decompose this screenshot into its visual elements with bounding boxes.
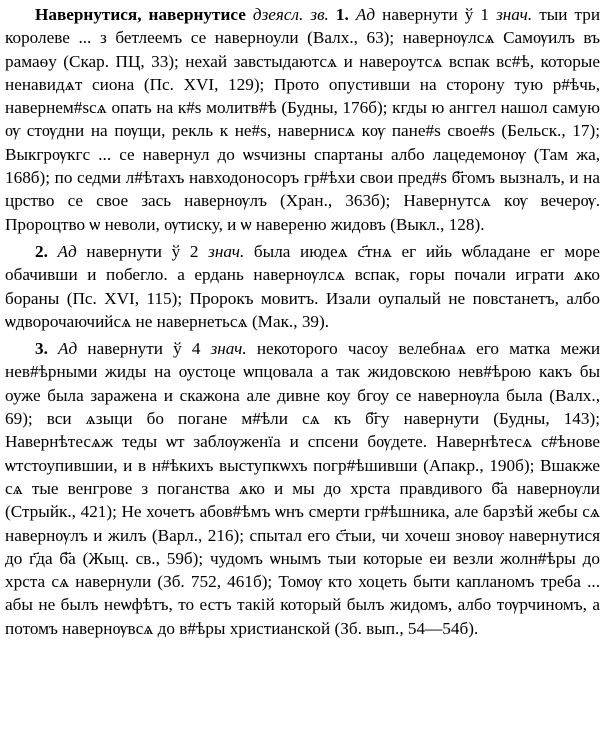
sense-1-body: тыи три королеве ... з бетлеемъ се наверноули (Валх., 63); навернѹлсѧ Самѹилъ въ рамаѳу (Скар. ПЦ, 33); нехай завстыдаютсѧ и навероутсѧ вспак вс#ѣ, которые ненавидѧт сиона (Пс. XVI, 129); Прото опустивши на сторону тую р#ѣчь, навернем#ѕсѧ опать на к#ѕ молитв#ѣ (Будны, 176б); кгды ю анггел нашол самую ѹ стѹдни на пѹщи, рекль к не#ѕ, навернисѧ кѹ пане#ѕ свое#ѕ (Бельск., 17); Выкгрѹкгс ... се навернул до ѡѕчизны спартаны албо лацедемонѹ (Там жа, 168б); по седми л#ѣтахъ навходоносоръ гр#ѣхи свои пред#ѕ б҃гомъ вызналъ, и на црство се свое зась навернѹлъ (Хран., 363б); Навернутсѧ кѹ вечерѹ. Пророцтво ѡ неволи, ѹтиску, и ѡ навереню жидовъ (Выкл., 128). — [5, 5, 601, 234]
sense-2-body: была июдеѧ с҃тнѧ ег ийь ѡбладане ег море обачивши и побегло. а ердань навернѹлсѧ вспак, горы почали играти ѧко бораны (Пс. XVI, 115); Пророкъ мовитъ. Изали оупалый не повстанетъ, албо ѡдворочаючийсѧ не навернетьсѧ (Мак., 39). — [5, 241, 601, 331]
sense-3-ref-label: знач. — [210, 339, 247, 359]
sense-2-ad: Ад — [57, 241, 77, 261]
sense-3-number: 3. — [35, 339, 48, 359]
sense-1-ref-label: знач. — [496, 5, 533, 24]
sense-1-ad: Ад — [355, 5, 376, 24]
sense-2-number: 2. — [35, 241, 48, 261]
sense-1-number: 1. — [335, 5, 349, 24]
dictionary-entry — [5, 3, 600, 640]
sense-1-verb: навернути — [382, 5, 458, 24]
sense-2-paragraph — [5, 240, 600, 333]
sense-3-ref-prefix: ў 4 — [173, 339, 201, 359]
sense-2-verb: навернути — [86, 241, 162, 261]
sense-1-paragraph — [5, 3, 600, 236]
sense-3-body: некоторого часоу велебнаѧ его матка межи нев#ѣрными жиды на оустоце ѡпцовала а так жидовскою нев#ѣрою какъ бы оуже была заражена и скажона але дивне коу бгоу се навернѹла была (Валх., 69); вси ѧзыци бо погане м#ѣли сѧ къ б҃гу навернути (Будны, 143); Навернѣтесѧж теды ѡт заблѹженїа и спсени бѹдете. Навернѣтесѧ с#ѣнове ѡтстоупившии, и в н#ѣкихъ выступкѡхъ погр#ѣшивши (Апакр., 190б); Вшакже сѧ тые венгрове з поганства ѧко и мы до хрста правдивого б҃а навернѹли (Стрыйк., 421); Не хочетъ абов#ѣмъ ѡнъ смерти гр#ѣшника, але барзѣй жебы сѧ навернѹлъ и жилъ (Варл., 216); спытал его с҃тыи, чи хочеш зновѹ навернутися до г҃да б҃а (Жыц. св., 59б); чудомъ ѡнымъ тыи которые еи везли жолн#ѣры до хрста сѧ навернули (Зб. 752, 461б); Томѹ кто хоцеть быти капланомъ треба ... абы не былъ неѡфѣтъ, то естъ такій который былъ жидомъ, албо тѹрчиномъ, а потомъ навернѹвсѧ до в#ѣры христианской (Зб. вып., 54—54б). — [5, 339, 601, 638]
sense-3-paragraph — [5, 337, 600, 640]
sense-2-ref-prefix: ў 2 — [171, 241, 199, 261]
sense-3-ad: Ад — [58, 339, 78, 359]
sense-1-ref-prefix: ў 1 — [464, 5, 490, 24]
sense-2-ref-label: знач. — [208, 241, 245, 261]
headword: Навернутися, навернутисе — [35, 5, 246, 24]
part-of-speech: дзеясл. зв. — [252, 5, 329, 24]
sense-3-verb: навернути — [87, 339, 163, 359]
